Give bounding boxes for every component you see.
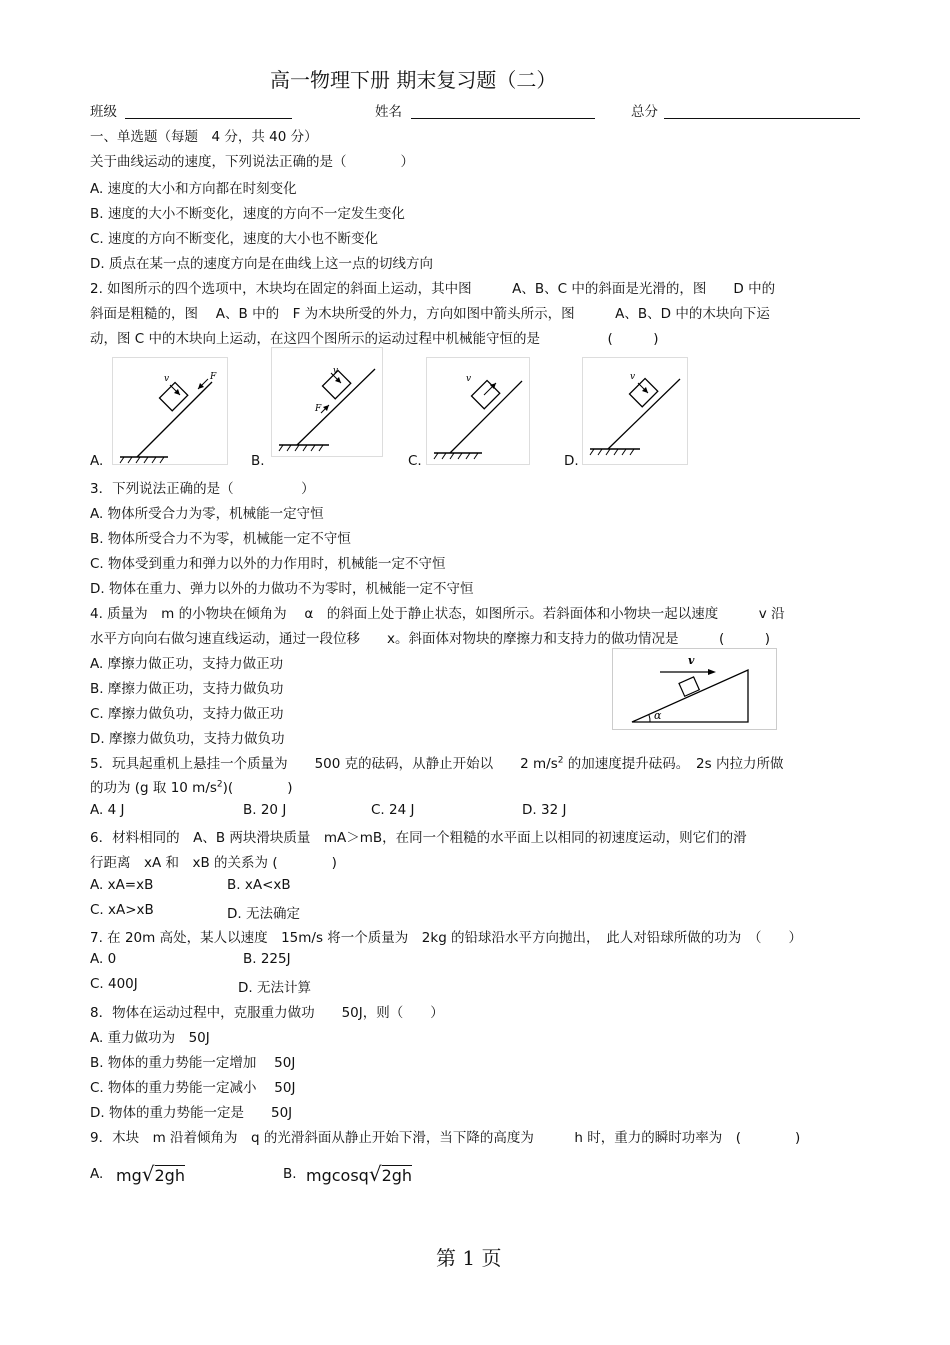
q2-fig-a-v-label: v (164, 374, 170, 384)
q8-stem: 8．物体在运动过程中，克服重力做功 50J，则（ ） (90, 1005, 444, 1021)
q9-b-prefix: mgcosq (306, 1166, 369, 1185)
q9-a-prefix: mg (116, 1166, 142, 1185)
q9-option-b-label: B. (283, 1166, 297, 1182)
q7-option-b: B. 225J (243, 951, 291, 967)
q4-option-d: D. 摩擦力做负功，支持力做负功 (90, 731, 285, 747)
sqrt-icon: √ (141, 1162, 155, 1186)
q1-option-c: C. 速度的方向不断变化，速度的大小也不断变化 (90, 231, 379, 247)
q5-option-a: A. 4 J (90, 802, 125, 818)
q6-line2: 行距离 xA 和 xB 的关系为 ( ) (90, 855, 337, 871)
section-heading: 一、单选题（每题 4 分，共 40 分） (90, 129, 318, 145)
q2-label-a: A. (90, 453, 104, 469)
q6-line1: 6．材料相同的 A、B 两块滑块质量 mA＞mB，在同一个粗糙的水平面上以相同的初速度运动，则它们的滑 (90, 830, 747, 846)
q5-line1-a: 5．玩具起重机上悬挂一个质量为 500 克的砝码，从静止开始以 2 m/s (90, 756, 558, 772)
q9-option-a-label: A. (90, 1166, 104, 1182)
page-number: 第 1 页 (436, 1246, 502, 1270)
q9-stem: 9．木块 m 沿着倾角为 q 的光滑斜面从静止开始下滑，当下降的高度为 h 时，重力的瞬时功率为 ( ) (90, 1130, 801, 1146)
q5-option-d: D. 32 J (522, 802, 567, 818)
q2-figure-d (582, 357, 688, 465)
q2-figure-a (112, 357, 228, 465)
q6-option-c: C. xA>xB (90, 902, 154, 918)
q1-option-a: A. 速度的大小和方向都在时刻变化 (90, 181, 297, 197)
q2-label-d: D. (564, 453, 579, 469)
q2-fig-b-v-label: v (333, 366, 339, 376)
q7-stem: 7. 在 20m 高处，某人以速度 15m/s 将一个质量为 2kg 的铅球沿水平方向抛出， 此人对铅球所做的功为 （ ） (90, 930, 803, 946)
name-label: 姓名 (375, 104, 402, 120)
score-label: 总分 (631, 104, 658, 120)
q5-line1-b: 的加速度提升砝码。 2s 内拉力所做 (563, 756, 784, 772)
q9-a-radicand: 2gh (154, 1166, 185, 1185)
q2-fig-c-v-label: v (466, 374, 472, 384)
q7-option-c: C. 400J (90, 976, 138, 992)
sqrt-icon: √ (368, 1162, 382, 1186)
q9-b-radicand: 2gh (381, 1166, 413, 1185)
q3-option-c: C. 物体受到重力和弹力以外的力作用时，机械能一定不守恒 (90, 556, 446, 572)
q5-line1 (90, 752, 783, 772)
q7-option-d: D. 无法计算 (238, 980, 311, 996)
class-field[interactable] (125, 118, 292, 119)
q8-option-b: B. 物体的重力势能一定增加 50J (90, 1055, 296, 1071)
q6-option-d: D. 无法确定 (227, 906, 300, 922)
class-label: 班级 (90, 104, 117, 120)
q2-line2: 斜面是粗糙的，图 A、B 中的 F 为木块所受的外力，方向如图中箭头所示，图 A、B、D 中的木块向下运 (90, 306, 770, 322)
q4-option-a: A. 摩擦力做正功，支持力做正功 (90, 656, 284, 672)
q4-figure (612, 648, 777, 730)
q4-fig-alpha-label: α (654, 709, 662, 722)
page-title: 高一物理下册 期末复习题（二） (270, 68, 557, 92)
q8-option-a: A. 重力做功为 50J (90, 1030, 210, 1046)
q8-option-c: C. 物体的重力势能一定减小 50J (90, 1080, 296, 1096)
q2-fig-d-v-label: v (630, 372, 636, 382)
q9-option-a-formula (116, 1162, 185, 1186)
q3-option-d: D. 物体在重力、弹力以外的力做功不为零时，机械能一定不守恒 (90, 581, 474, 597)
q1-option-d: D. 质点在某一点的速度方向是在曲线上这一点的切线方向 (90, 256, 433, 272)
q2-figure-c (426, 357, 530, 465)
q4-option-b: B. 摩擦力做正功，支持力做负功 (90, 681, 284, 697)
q4-option-c: C. 摩擦力做负功，支持力做正功 (90, 706, 284, 722)
q5-sup2: 2 (216, 779, 223, 790)
q4-line1: 4. 质量为 m 的小物块在倾角为 α 的斜面上处于静止状态，如图所示。若斜面体和小物块一起以速度 v 沿 (90, 606, 785, 622)
q8-option-d: D. 物体的重力势能一定是 50J (90, 1105, 293, 1121)
q5-line2-b: )( ) (222, 780, 293, 796)
q1-option-b: B. 速度的大小不断变化，速度的方向不一定发生变化 (90, 206, 405, 222)
q1-stem: 关于曲线运动的速度，下列说法正确的是（ ） (90, 154, 414, 170)
q5-line2-a: 的功为 (g 取 10 m/s (90, 780, 217, 796)
q5-option-b: B. 20 J (243, 802, 287, 818)
q3-option-a: A. 物体所受合力为零，机械能一定守恒 (90, 506, 324, 522)
q2-figure-b (271, 347, 383, 457)
q3-option-b: B. 物体所受合力不为零，机械能一定不守恒 (90, 531, 351, 547)
q2-fig-a-f-label: F (210, 372, 217, 382)
q6-option-b: B. xA<xB (227, 877, 291, 893)
q2-label-c: C. (408, 453, 422, 469)
score-field[interactable] (664, 118, 860, 119)
name-field[interactable] (411, 118, 595, 119)
q3-stem: 3．下列说法正确的是（ ） (90, 481, 315, 497)
q2-line3: 动，图 C 中的木块向上运动，在这四个图所示的运动过程中机械能守恒的是 ( ) (90, 331, 659, 347)
q4-fig-v-label: v (688, 654, 695, 667)
q4-line2: 水平方向向右做匀速直线运动，通过一段位移 x。斜面体对物块的摩擦力和支持力的做功情况是 ( ) (90, 631, 771, 647)
q6-option-a: A. xA=xB (90, 877, 154, 893)
q2-line1: 2. 如图所示的四个选项中，木块均在固定的斜面上运动，其中图 A、B、C 中的斜面是光滑的，图 D 中的 (90, 281, 776, 297)
q5-option-c: C. 24 J (371, 802, 415, 818)
q2-fig-b-f-label: F (315, 404, 322, 414)
q9-option-b-formula (306, 1162, 412, 1186)
q5-sup1: 2 (557, 755, 564, 766)
q5-line2 (90, 776, 292, 796)
q7-option-a: A. 0 (90, 951, 117, 967)
q2-label-b: B. (251, 453, 265, 469)
